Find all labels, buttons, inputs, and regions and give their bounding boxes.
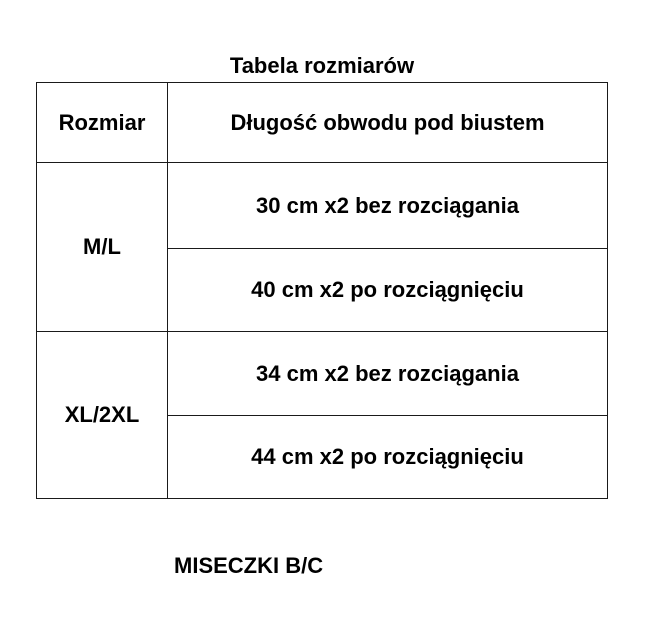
measurement-cell: 44 cm x2 po rozciągnięciu [168, 416, 608, 499]
size-cell: M/L [37, 163, 168, 332]
measurement-cell: 40 cm x2 po rozciągnięciu [168, 249, 608, 332]
table-row [37, 332, 608, 416]
size-table [36, 82, 608, 499]
cup-size-note: MISECZKI B/C [174, 553, 324, 578]
header-row [37, 83, 608, 163]
measurement-cell: 34 cm x2 bez rozciągania [168, 332, 608, 416]
header-measurement: Długość obwodu pod biustem [168, 83, 608, 163]
table-row [37, 163, 608, 249]
size-cell: XL/2XL [37, 332, 168, 499]
header-size: Rozmiar [37, 83, 168, 163]
table-title: Tabela rozmiarów [229, 53, 415, 78]
measurement-cell: 30 cm x2 bez rozciągania [168, 163, 608, 249]
